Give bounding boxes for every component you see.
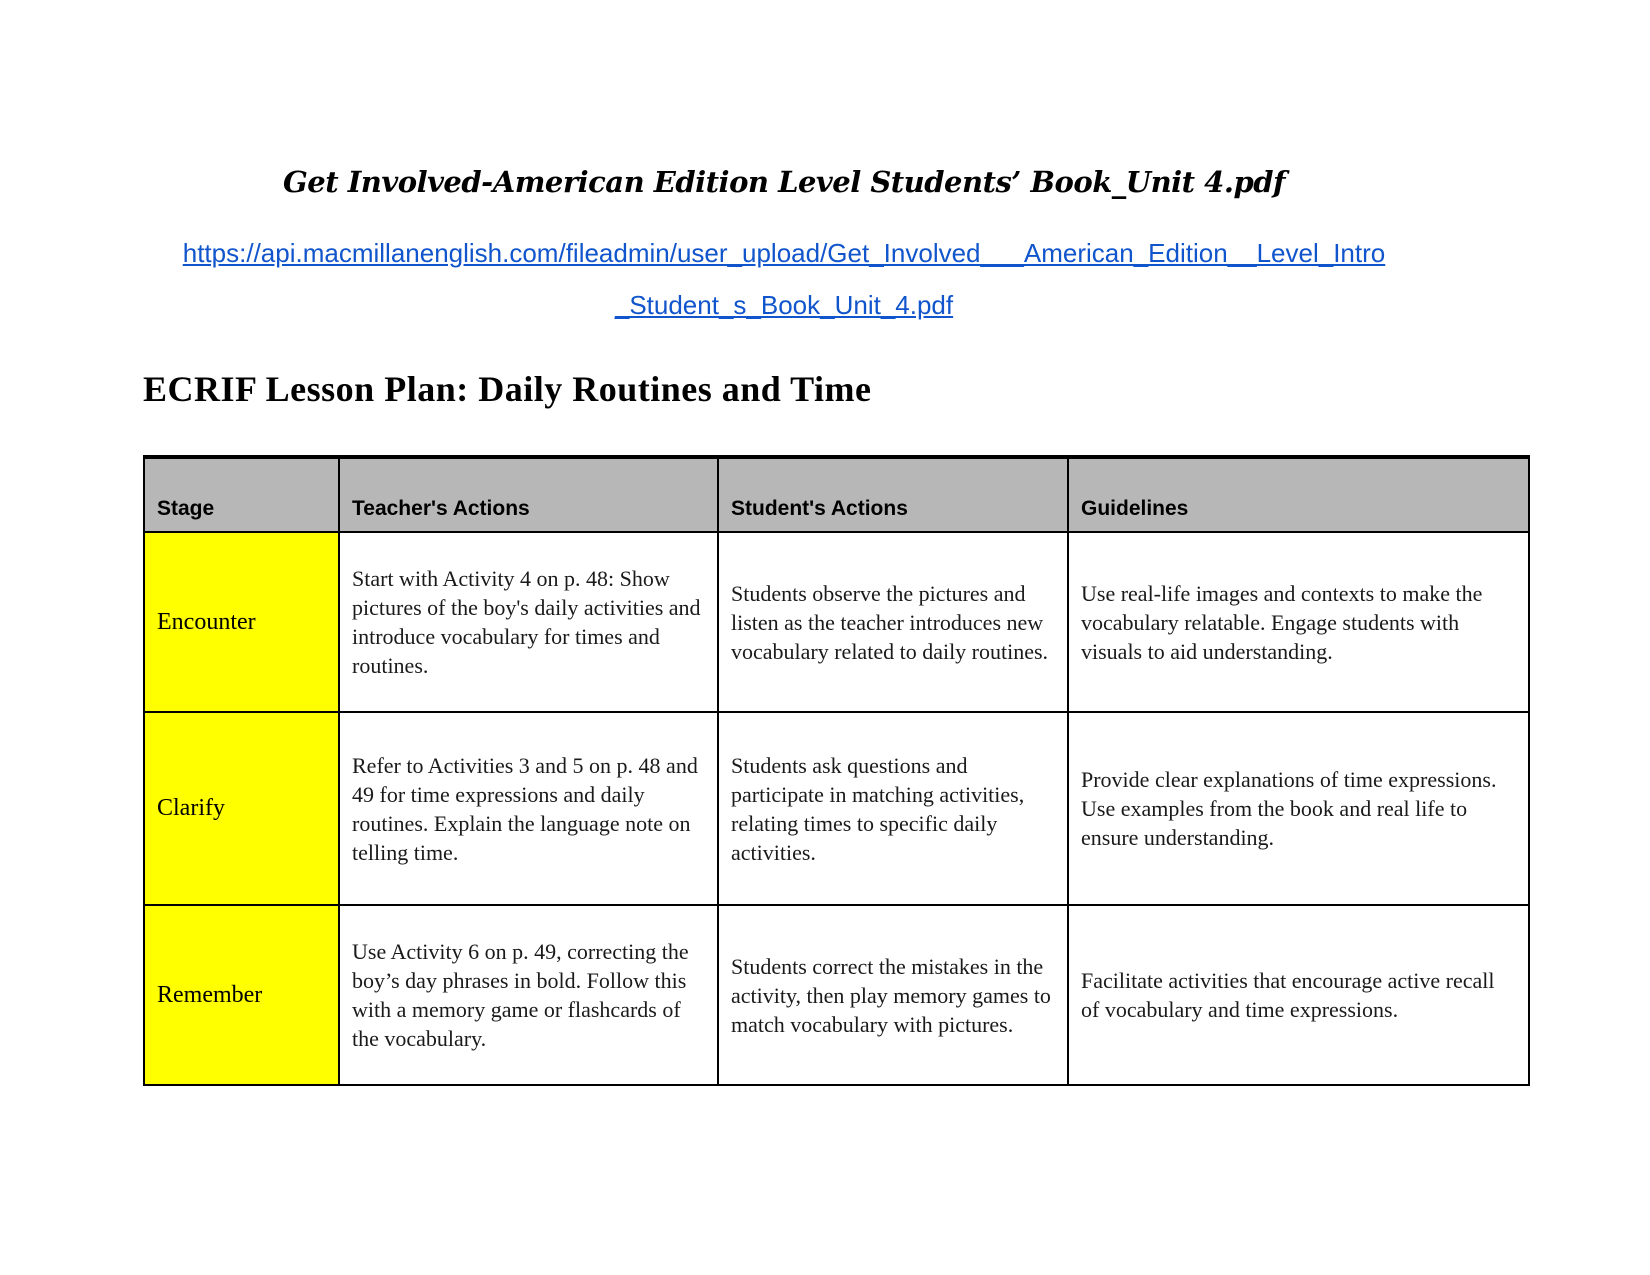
table-row-remember	[144, 905, 1529, 1085]
teacher-actions-cell-remember: Use Activity 6 on p. 49, correcting the boy’s day phrases in bold. Follow this with a memory game or flashcards of the vocabulary.	[339, 905, 718, 1085]
table-row-encounter	[144, 532, 1529, 712]
document-link-line1[interactable]: https://api.macmillanenglish.com/fileadmin/user_upload/Get_Involved___American_Edition__Level_Intro	[182, 238, 1386, 268]
guidelines-cell-encounter: Use real-life images and contexts to make the vocabulary relatable. Engage students with visuals to aid understanding.	[1068, 532, 1529, 712]
teacher-actions-cell-clarify: Refer to Activities 3 and 5 on p. 48 and 49 for time expressions and daily routines. Explain the language note on telling time.	[339, 712, 718, 905]
column-header-guidelines: Guidelines	[1068, 457, 1529, 532]
document-link-line2[interactable]: _Student_s_Book_Unit_4.pdf	[614, 290, 954, 320]
teacher-actions-cell-encounter: Start with Activity 4 on p. 48: Show pictures of the boy's daily activities and introduce vocabulary for times and routines.	[339, 532, 718, 712]
stage-cell-encounter: Encounter	[144, 532, 339, 712]
lesson-plan-table	[143, 455, 1530, 1086]
student-actions-cell-remember: Students correct the mistakes in the activity, then play memory games to match vocabulary with pictures.	[718, 905, 1068, 1085]
lesson-plan-heading: ECRIF Lesson Plan: Daily Routines and Time	[143, 369, 872, 409]
stage-cell-remember: Remember	[144, 905, 339, 1085]
document-header-area	[143, 0, 1425, 331]
column-header-teacher-actions: Teacher's Actions	[339, 457, 718, 532]
guidelines-cell-remember: Facilitate activities that encourage active recall of vocabulary and time expressions.	[1068, 905, 1529, 1085]
student-actions-cell-clarify: Students ask questions and participate in matching activities, relating times to specific daily activities.	[718, 712, 1068, 905]
column-header-student-actions: Student's Actions	[718, 457, 1068, 532]
document-link[interactable]	[143, 227, 1425, 331]
table-header-row	[144, 457, 1529, 532]
student-actions-cell-encounter: Students observe the pictures and listen as the teacher introduces new vocabulary related to daily routines.	[718, 532, 1068, 712]
guidelines-cell-clarify: Provide clear explanations of time expressions. Use examples from the book and real life to ensure understanding.	[1068, 712, 1529, 905]
table-row-clarify	[144, 712, 1529, 905]
column-header-stage: Stage	[144, 457, 339, 532]
stage-cell-clarify: Clarify	[144, 712, 339, 905]
document-title: Get Involved-American Edition Level Students’ Book_Unit 4.pdf	[283, 165, 1285, 199]
